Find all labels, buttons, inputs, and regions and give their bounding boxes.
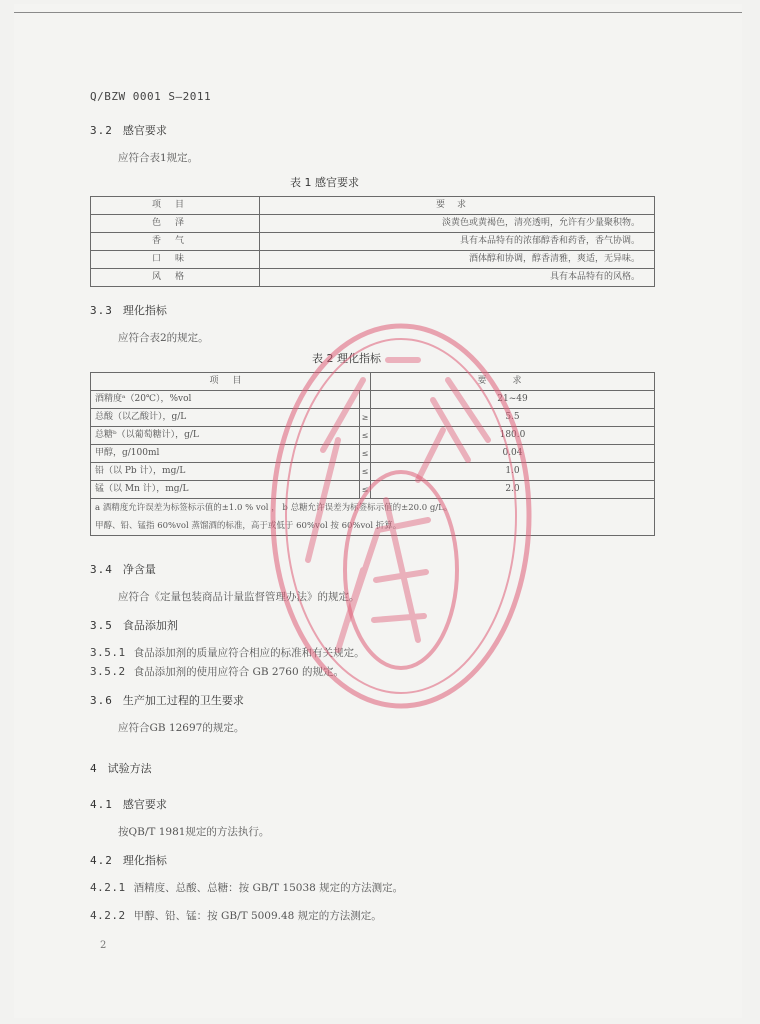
section-3-2-text: 应符合表1规定。 <box>118 152 199 164</box>
table-note-row <box>91 499 655 536</box>
table-row: 项目 要求 <box>91 373 655 391</box>
table-row: 锰（以 Mn 计），mg/L ≤ 2.0 <box>91 481 655 499</box>
table-2 <box>90 372 655 536</box>
section-3-4-heading: 3.4 净含量 <box>90 563 156 576</box>
section-3-5-heading: 3.5 食品添加剂 <box>90 619 178 632</box>
section-3-3-text: 应符合表2的规定。 <box>118 332 209 344</box>
section-3-5-2: 3.5.2 食品添加剂的使用应符合 GB 2760 的规定。 <box>90 665 344 678</box>
table-row: 总酸（以乙酸计），g/L ≥ 5.5 <box>91 409 655 427</box>
table-row: 口味 酒体醇和协调，醇香清雅，爽适，无异味。 <box>91 251 655 269</box>
top-rule <box>14 12 742 13</box>
table-row: 铅（以 Pb 计），mg/L ≤ 1.0 <box>91 463 655 481</box>
table-row: 酒精度ᵃ（20℃），%vol 21~49 <box>91 391 655 409</box>
table-row: 甲醇，g/100ml ≤ 0.04 <box>91 445 655 463</box>
table-2-note-2: 甲醇、铅、锰指 60%vol 蒸馏酒的标准，高于或低于 60%vol 按 60%vol 折算。 <box>95 521 402 531</box>
standard-code: Q/BZW 0001 S—2011 <box>90 90 212 103</box>
section-4-2-heading: 4.2 理化指标 <box>90 854 167 867</box>
table-row: 项目 要求 <box>91 197 655 215</box>
section-4-heading: 4 试验方法 <box>90 762 152 775</box>
section-3-2-heading: 3.2 感官要求 <box>90 124 167 137</box>
table-2-note-1: a 酒精度允许误差为标签标示值的±1.0 % vol ， b 总糖允许误差为标签标示值的±20.0 g/L。 <box>95 503 453 513</box>
section-3-3-heading: 3.3 理化指标 <box>90 304 167 317</box>
table-row: 色泽 淡黄色或黄褐色，清亮透明，允许有少量聚积物。 <box>91 215 655 233</box>
table-row: 总糖ᵇ（以葡萄糖计），g/L ≤ 180.0 <box>91 427 655 445</box>
section-4-1-text: 按QB/T 1981规定的方法执行。 <box>118 826 270 838</box>
table-1-caption: 表 1 感官要求 <box>290 176 359 189</box>
section-4-1-heading: 4.1 感官要求 <box>90 798 167 811</box>
section-3-5-1: 3.5.1 食品添加剂的质量应符合相应的标准和有关规定。 <box>90 646 365 659</box>
section-3-4-text: 应符合《定量包装商品计量监督管理办法》的规定。 <box>118 591 360 603</box>
table-row: 风格 具有本品特有的风格。 <box>91 269 655 287</box>
section-3-6-text: 应符合GB 12697的规定。 <box>118 722 245 734</box>
section-4-2-2: 4.2.2 甲醇、铅、锰：按 GB/T 5009.48 规定的方法测定。 <box>90 909 382 922</box>
section-3-6-heading: 3.6 生产加工过程的卫生要求 <box>90 694 244 707</box>
table-row: 香气 具有本品特有的浓郁醇香和药香，香气协调。 <box>91 233 655 251</box>
section-4-2-1: 4.2.1 酒精度、总酸、总糖：按 GB/T 15038 规定的方法测定。 <box>90 881 404 894</box>
table-1 <box>90 196 655 287</box>
table-2-caption: 表 2 理化指标 <box>312 352 381 365</box>
page-number: 2 <box>100 940 107 951</box>
